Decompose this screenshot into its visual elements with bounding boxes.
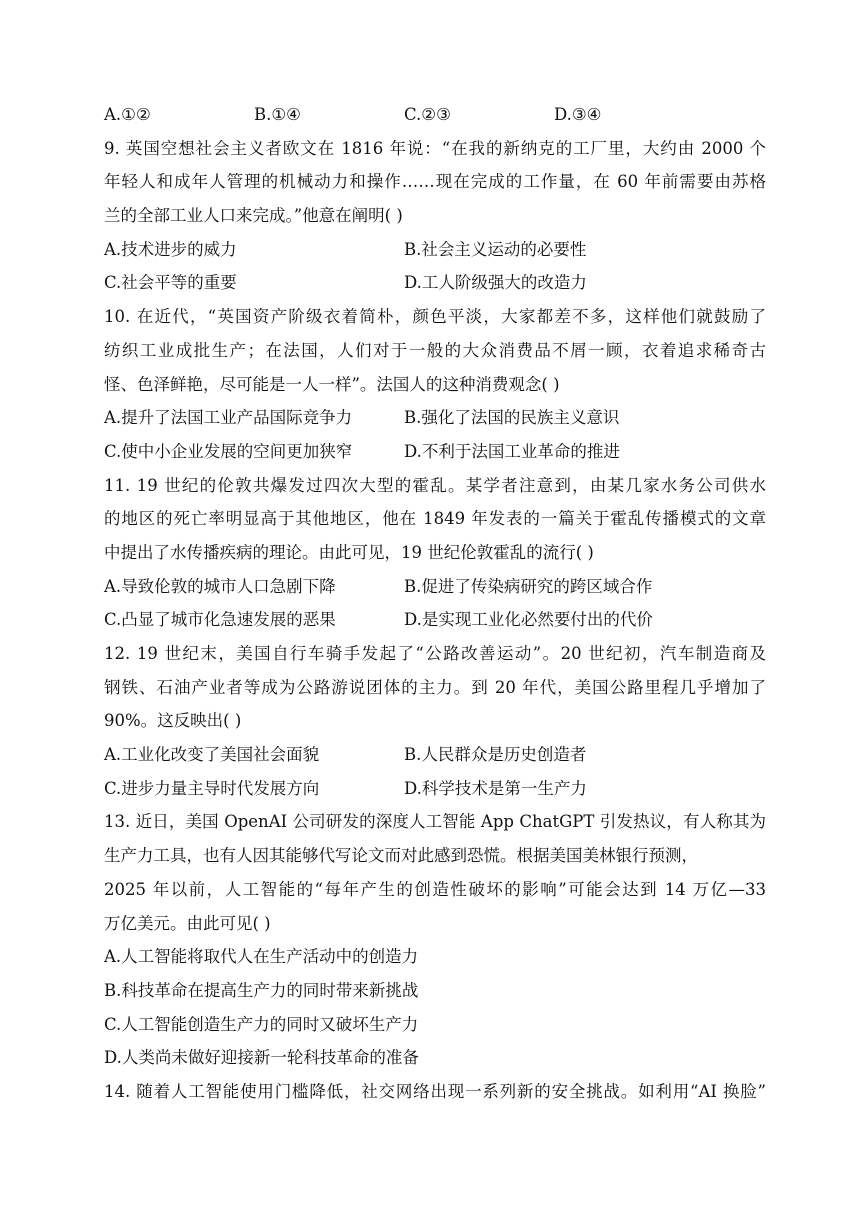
question-11: [104, 469, 766, 637]
q10-option-a: A.提升了法国工业产品国际竞争力: [104, 408, 353, 428]
q10-option-c: C.使中小企业发展的空间更加狭窄: [104, 441, 353, 461]
q11-option-d: D.是实现工业化必然要付出的代价: [404, 610, 653, 630]
q13-stem-line: 2025 年以前，人工智能的“每年产生的创造性破坏的影响”可能会达到 14 万亿—33: [104, 879, 766, 899]
q9-options-row: [104, 233, 766, 267]
q10-option-b: B.强化了法国的民族主义意识: [404, 408, 620, 428]
q9-option-d: D.工人阶级强大的改造力: [404, 273, 587, 293]
q13-stem-line: 13. 近日，美国 OpenAI 公司研发的深度人工智能 App ChatGPT 引发热议，有人称其为: [104, 812, 766, 832]
q13-option-c: C.人工智能创造生产力的同时又破坏生产力: [104, 1014, 419, 1034]
q12-options-row: [104, 738, 766, 772]
question-13: [104, 805, 766, 1075]
q12-option-b: B.人民群众是历史创造者: [404, 745, 587, 765]
q12-options-row: [104, 772, 766, 806]
q11-options-row: [104, 570, 766, 604]
question-list: [104, 98, 766, 1109]
q12-option-a: A.工业化改变了美国社会面貌: [104, 745, 320, 765]
question-14: [104, 1075, 766, 1109]
q11-options-row: [104, 603, 766, 637]
q12-stem-line: 90%。这反映出( ): [104, 711, 242, 731]
q10-stem-line: 怪、色泽鲜艳，尽可能是一人一样”。法国人的这种消费观念( ): [104, 374, 560, 394]
q8-option-d: D.③④: [554, 105, 602, 124]
q10-option-d: D.不利于法国工业革命的推进: [404, 441, 620, 461]
q13-option-a: A.人工智能将取代人在生产活动中的创造力: [104, 947, 419, 967]
q11-option-b: B.促进了传染病研究的跨区域合作: [404, 576, 653, 596]
q12-stem-line: 12. 19 世纪末，美国自行车骑手发起了“公路改善运动”。20 世纪初，汽车制造商及: [104, 644, 766, 663]
q10-options-row: [104, 401, 766, 435]
q10-stem-line: 10. 在近代，“英国资产阶级衣着简朴，颜色平淡，大家都差不多，这样他们就鼓励了: [104, 307, 766, 327]
q11-stem-line: 中提出了水传播疾病的理论。由此可见，19 世纪伦敦霍乱的流行( ): [104, 542, 594, 562]
q10-options-row: [104, 435, 766, 469]
q9-stem-line: 兰的全部工业人口来完成。”他意在阐明( ): [104, 206, 403, 226]
q9-stem-line: 9. 英国空想社会主义者欧文在 1816 年说：“在我的新纳克的工厂里，大约由 2000 个: [104, 138, 766, 158]
q9-option-c: C.社会平等的重要: [104, 273, 237, 293]
q8-options: [104, 98, 766, 132]
q9-option-b: B.社会主义运动的必要性: [404, 239, 587, 259]
q11-stem-line: 11. 19 世纪的伦敦共爆发过四次大型的霍乱。某学者注意到，由某几家水务公司供水: [104, 475, 766, 495]
q9-stem-line: 年轻人和成年人管理的机械动力和操作……现在完成的工作量，在 60 年前需要由苏格: [104, 172, 766, 192]
q8-option-a: A.①②: [104, 105, 151, 124]
q9-option-a: A.技术进步的威力: [104, 239, 237, 259]
question-9: [104, 132, 766, 300]
q12-option-c: C.进步力量主导时代发展方向: [104, 778, 320, 798]
q13-stem-line: 万亿美元。由此可见( ): [104, 913, 271, 933]
question-12: [104, 637, 766, 805]
q11-stem-line: 的地区的死亡率明显高于其他地区，他在 1849 年发表的一篇关于霍乱传播模式的文章: [104, 509, 766, 529]
q12-stem-line: 钢铁、石油产业者等成为公路游说团体的主力。到 20 年代，美国公路里程几乎增加了: [104, 677, 766, 697]
q11-option-c: C.凸显了城市化急速发展的恶果: [104, 610, 336, 630]
q12-option-d: D.科学技术是第一生产力: [404, 778, 587, 798]
q11-option-a: A.导致伦敦的城市人口急剧下降: [104, 576, 336, 596]
q10-stem-line: 纺织工业成批生产；在法国，人们对于一般的大众消费品不屑一顾，衣着追求稀奇古: [104, 340, 766, 360]
q13-option-d: D.人类尚未做好迎接新一轮科技革命的准备: [104, 1048, 419, 1068]
question-10: [104, 300, 766, 468]
q13-option-b: B.科技革命在提高生产力的同时带来新挑战: [104, 980, 419, 1000]
q14-stem-line: 14. 随着人工智能使用门槛降低，社交网络出现一系列新的安全挑战。如利用“AI 换脸”: [104, 1081, 766, 1101]
q9-options-row: [104, 266, 766, 300]
q8-option-b: B.①④: [254, 105, 301, 124]
q13-stem-line: 生产力工具，也有人因其能够代写论文而对此感到恐慌。根据美国美林银行预测，: [104, 846, 698, 866]
q8-option-c: C.②③: [404, 105, 451, 124]
